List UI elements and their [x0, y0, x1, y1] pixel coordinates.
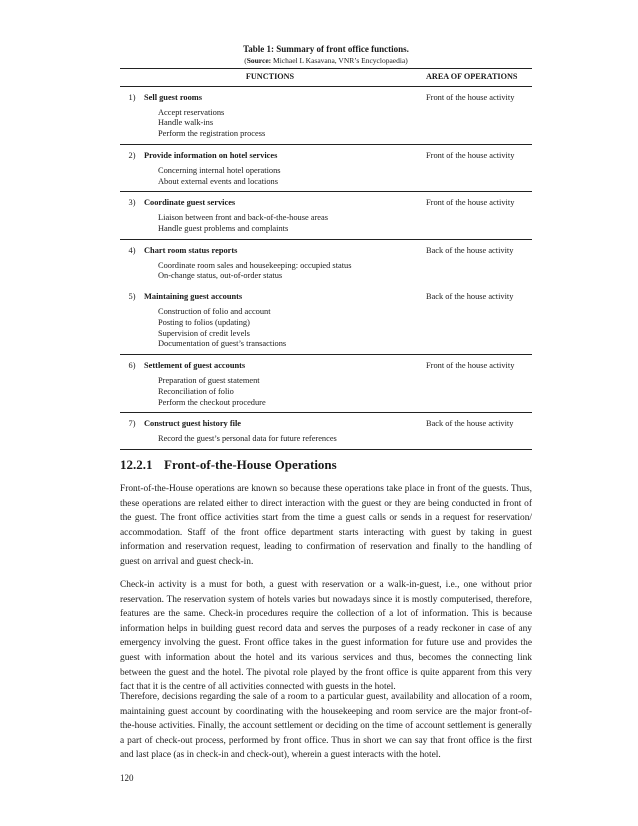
column-header-area: AREA OF OPERATIONS — [420, 69, 532, 87]
table-row — [120, 86, 532, 105]
functions-table — [120, 68, 532, 450]
table-row-details — [120, 305, 532, 355]
function-item: Documentation of guest’s transactions — [158, 339, 287, 349]
area-of-operation: Back of the house activity — [426, 419, 514, 429]
function-title: Sell guest rooms — [144, 92, 203, 102]
function-item: Construction of folio and account — [158, 306, 271, 316]
function-items — [144, 164, 420, 192]
row-number: 5) — [128, 292, 136, 302]
area-of-operation: Front of the house activity — [426, 198, 515, 208]
body-paragraph: Therefore, decisions regarding the sale of a room to a particular guest, availability and allocation of a room, maintaining guest account by coordinating with the housekeeping and room service are the major front-of-the-house activities. Finally, the account settlement or deciding on the time of account settlement is generally a part of check-out process, performed by front office. Thus in short we can say that front office is the first and last place (as in check-in and check-out), wherein a guest interacts with the hotel. — [120, 692, 532, 761]
table-row-details — [120, 164, 532, 192]
table-header-row — [120, 69, 532, 87]
table-caption-title: Table 1: Summary of front office functions. — [243, 44, 409, 54]
function-item: Liaison between front and back-of-the-house areas — [158, 213, 328, 223]
table-row — [120, 413, 532, 432]
row-number: 7) — [128, 419, 136, 429]
function-items — [144, 106, 420, 145]
function-item: Concerning internal hotel operations — [158, 165, 281, 175]
section-number: 12.2.1 — [120, 457, 153, 472]
function-item: Preparation of guest statement — [158, 375, 260, 385]
function-item: Reconciliation of folio — [158, 386, 234, 396]
table-row-details — [120, 432, 532, 449]
table-row-details — [120, 211, 532, 239]
row-number: 6) — [128, 361, 136, 371]
area-of-operation: Front of the house activity — [426, 150, 515, 160]
function-item: Perform the checkout procedure — [158, 397, 266, 407]
function-item: Handle guest problems and complaints — [158, 223, 289, 233]
area-of-operation: Front of the house activity — [426, 361, 515, 371]
row-number: 3) — [128, 198, 136, 208]
function-items — [144, 374, 420, 413]
table-row-details — [120, 106, 532, 145]
area-of-operation: Back of the house activity — [426, 245, 514, 255]
section-heading — [120, 457, 337, 473]
table-caption-source: (Source: Michael L Kasavana, VNR’s Encyclopaedia) — [244, 56, 408, 65]
function-items — [144, 432, 420, 449]
function-title: Provide information on hotel services — [144, 150, 278, 160]
function-item: Record the guest’s personal data for future references — [158, 434, 337, 444]
row-number: 2) — [128, 150, 136, 160]
function-item: Supervision of credit levels — [158, 328, 250, 338]
function-title: Settlement of guest accounts — [144, 361, 246, 371]
function-item: Accept reservations — [158, 107, 225, 117]
source-text: Michael L Kasavana, VNR’s Encyclopaedia — [273, 56, 406, 65]
column-header-functions: FUNCTIONS — [120, 69, 420, 87]
row-number: 1) — [128, 92, 136, 102]
function-item: Coordinate room sales and housekeeping: occupied status — [158, 260, 352, 270]
area-of-operation: Back of the house activity — [426, 292, 514, 302]
source-label: Source: — [246, 56, 272, 65]
table-row-details — [120, 259, 532, 287]
table-row — [120, 144, 532, 163]
body-paragraph: Check-in activity is a must for both, a guest with reservation or a walk-in-guest, i.e., one without prior reservation. The reservation system of hotels varies but nowadays since it is mostly computerised, therefore, features are the same. Check-in procedures require the collection of a lot of information. This is because information helps in building guest record data and serves the purposes of a ready reckoner in case of any emergency involving the guest. Front office takes in the guest information for future use and provides the guest with information about the hotel and its various services and thus, becomes the connecting link between the guest and the hotel. The pivotal role played by the front office is quite apparent from this very fact that it is the centre of all activities connected with guests in the hotel. — [120, 580, 532, 693]
function-item: On-change status, out-of-order status — [158, 271, 283, 281]
body-paragraph: Front-of-the-House operations are known so because these operations take place in front of the guests. Thus, these operations are related either to direct interaction with the guest or they are being conducted in front of the guest. The front office activities start from the time a guest calls or sends in a request for reservation/ accommodation. Staff of the front office department starts interacting with guest by taking in guest information and reservation request, leading to confirmation of reservation and finally to the handling of guest on arrival and guest check-in. — [120, 484, 532, 567]
function-item: About external events and locations — [158, 176, 279, 186]
function-title: Chart room status reports — [144, 245, 238, 255]
table-row — [120, 286, 532, 305]
table-row-details — [120, 374, 532, 413]
table-row — [120, 192, 532, 211]
area-of-operation: Front of the house activity — [426, 92, 515, 102]
function-items — [144, 259, 420, 287]
function-item: Handle walk-ins — [158, 118, 214, 128]
page-number: 120 — [120, 773, 134, 783]
table-row — [120, 239, 532, 258]
function-title: Coordinate guest services — [144, 198, 236, 208]
table-body — [120, 86, 532, 449]
section-title: Front-of-the-House Operations — [164, 457, 337, 472]
row-number: 4) — [128, 245, 136, 255]
table-row — [120, 355, 532, 374]
function-title: Maintaining guest accounts — [144, 292, 243, 302]
function-item: Perform the registration process — [158, 129, 266, 139]
function-items — [144, 305, 420, 355]
function-title: Construct guest history file — [144, 419, 241, 429]
function-items — [144, 211, 420, 239]
function-item: Posting to folios (updating) — [158, 317, 250, 327]
